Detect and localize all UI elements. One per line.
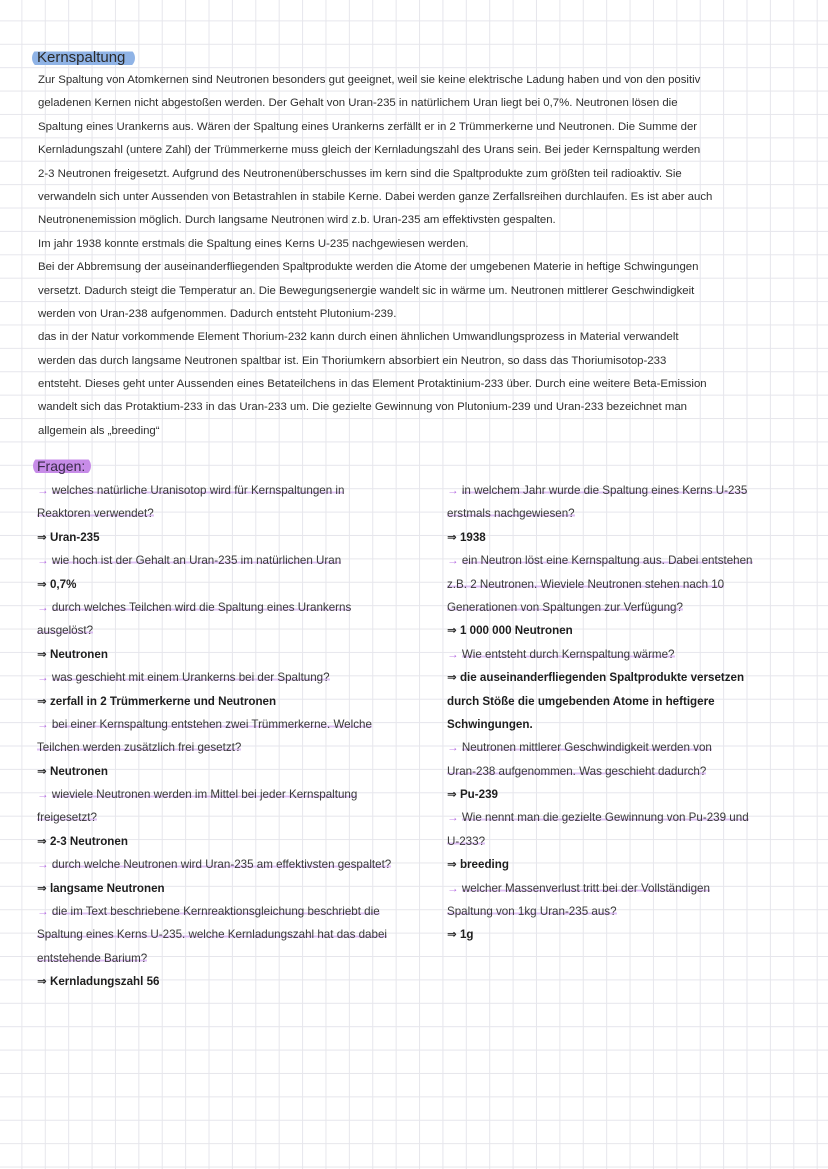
answer-text: 2-3 Neutronen <box>49 834 128 848</box>
question-text: Uran-238 aufgenommen. Was geschieht dadurch? <box>447 764 707 778</box>
question-text: Reaktoren verwendet? <box>37 507 154 521</box>
question-line <box>447 596 817 619</box>
question-text: die im Text beschriebene Kernreaktionsgleichung beschriebt die <box>51 905 380 919</box>
double-arrow-icon: ⇒ <box>447 530 457 544</box>
arrow-icon: → <box>447 741 459 755</box>
question-text: was geschieht mit einem Urankerns bei der Spaltung? <box>51 671 330 685</box>
question-line <box>37 713 437 736</box>
answer-line <box>447 526 817 549</box>
arrow-icon: → <box>447 881 459 895</box>
body-line: Bei der Abbremsung der auseinanderfliegenden Spaltprodukte werden die Atome der umgebenen Materie in heftige Schwingungen <box>38 261 699 274</box>
body-line: wandelt sich das Protaktium-233 in das Uran-233 um. Die gezielte Gewinnung von Plutonium-239 und Uran-233 bezeichnet man <box>38 401 687 414</box>
arrow-icon: → <box>37 554 49 568</box>
double-arrow-icon: ⇒ <box>37 975 47 989</box>
question-text: freigesetzt? <box>37 811 97 825</box>
answer-text: 1g <box>459 928 474 942</box>
question-line <box>37 806 437 829</box>
body-line: werden das durch langsame Neutronen spaltbar ist. Ein Thoriumkern absorbiert ein Neutron, so dass das Thoriumisotop-233 <box>38 354 667 367</box>
question-text: welches natürliche Uranisotop wird für Kernspaltungen in <box>51 484 345 497</box>
question-text: ausgelöst? <box>37 624 94 638</box>
double-arrow-icon: ⇒ <box>447 671 457 685</box>
body-line: Zur Spaltung von Atomkernen sind Neutronen besonders gut geeignet, weil sie keine elektrische Ladung haben und von den positiv <box>38 74 701 86</box>
question-line <box>447 900 817 923</box>
body-line: das in der Natur vorkommende Element Thorium-232 kann durch einen ähnlichen Umwandlungsprozess in Material verwandelt <box>38 331 679 344</box>
arrow-icon: → <box>37 717 49 731</box>
question-line <box>447 479 817 502</box>
answer-text: Pu-239 <box>459 788 498 802</box>
question-text: Generationen von Spaltungen zur Verfügung? <box>447 600 683 614</box>
question-text: wie hoch ist der Gehalt an Uran-235 im natürlichen Uran <box>51 554 342 568</box>
arrow-icon: → <box>447 554 459 568</box>
questions-heading: Fragen: <box>33 456 91 476</box>
double-arrow-icon: ⇒ <box>37 764 47 778</box>
question-line <box>37 619 437 642</box>
double-arrow-icon: ⇒ <box>37 647 47 661</box>
answer-text: durch Stöße die umgebenden Atome in heftigere <box>447 694 715 708</box>
body-line: Im jahr 1938 konnte erstmals die Spaltung eines Kerns U-235 nachgewiesen werden. <box>38 237 469 250</box>
arrow-icon: → <box>37 671 49 685</box>
question-line <box>447 760 817 783</box>
arrow-icon: → <box>447 484 459 497</box>
question-text: Spaltung eines Kerns U-235. welche Kernladungszahl hat das dabei <box>37 928 387 942</box>
question-text: welcher Massenverlust tritt bei der Vollständigen <box>461 881 710 895</box>
answer-line <box>37 573 437 596</box>
arrow-icon: → <box>37 905 49 919</box>
question-line <box>447 736 817 759</box>
question-line <box>447 830 817 853</box>
question-line <box>37 923 437 946</box>
questions-right-column <box>447 479 817 947</box>
answer-text: langsame Neutronen <box>49 881 165 895</box>
double-arrow-icon: ⇒ <box>37 530 47 544</box>
question-text: entstehende Barium? <box>37 951 148 965</box>
question-line <box>37 900 437 923</box>
double-arrow-icon: ⇒ <box>447 928 457 942</box>
question-line <box>447 549 817 572</box>
arrow-icon: → <box>37 600 49 614</box>
question-text: wieviele Neutronen werden im Mittel bei jeder Kernspaltung <box>51 788 358 802</box>
answer-line <box>447 666 817 689</box>
question-text: Teilchen werden zusätzlich frei gesetzt? <box>37 741 242 755</box>
double-arrow-icon: ⇒ <box>37 881 47 895</box>
body-line: entsteht. Dieses geht unter Aussenden eines Betateilchens in das Element Protaktinium-233 über. Durch eine weitere Beta-Emission <box>38 378 707 391</box>
answer-text: Uran-235 <box>49 530 100 544</box>
double-arrow-icon: ⇒ <box>37 834 47 848</box>
question-line <box>37 596 437 619</box>
double-arrow-icon: ⇒ <box>37 577 47 591</box>
question-line <box>37 783 437 806</box>
question-line <box>447 573 817 596</box>
answer-line <box>37 526 437 549</box>
question-line <box>37 666 437 689</box>
question-text: durch welche Neutronen wird Uran-235 am effektivsten gespaltet? <box>51 858 392 872</box>
answer-text: Kernladungszahl 56 <box>49 975 160 989</box>
body-line: Spaltung eines Urankerns aus. Wären der Spaltung eines Urankerns zerfällt er in 2 Trümmerkerne und Neutronen. Die Summe der <box>38 120 698 133</box>
double-arrow-icon: ⇒ <box>447 788 457 802</box>
question-line <box>37 479 437 502</box>
answer-text: 0,7% <box>49 577 77 591</box>
body-line: geladenen Kernen nicht abgestoßen werden. Der Gehalt von Uran-235 in natürlichem Uran liegt bei 0,7%. Neutronen lösen die <box>38 97 678 110</box>
body-line: verwandeln sich unter Aussenden von Betastrahlen in stabile Kerne. Dabei werden ganze Zerfallsreihen durchlaufen. Es ist aber auch <box>38 190 713 203</box>
question-line <box>37 549 437 572</box>
answer-line <box>447 690 817 713</box>
question-text: in welchem Jahr wurde die Spaltung eines Kerns U-235 <box>461 484 748 497</box>
answer-line <box>37 970 437 993</box>
answer-line <box>37 877 437 900</box>
answer-text: Schwingungen. <box>447 717 533 731</box>
question-line <box>37 947 437 970</box>
answer-text: die auseinanderfliegenden Spaltprodukte versetzen <box>459 671 745 685</box>
arrow-icon: → <box>447 811 459 825</box>
question-text: ein Neutron löst eine Kernspaltung aus. Dabei entstehen <box>461 554 753 568</box>
question-text: U-233? <box>447 834 486 848</box>
body-line: Kernladungszahl (untere Zahl) der Trümmerkerne muss gleich der Kernladungszahl des Urans sein. Bei jeder Kernspaltung werden <box>38 144 701 157</box>
answer-line <box>447 783 817 806</box>
answer-text: 1 000 000 Neutronen <box>459 624 573 638</box>
answer-text: 1938 <box>459 530 486 544</box>
question-line <box>37 502 437 525</box>
question-text: z.B. 2 Neutronen. Wieviele Neutronen stehen nach 10 <box>447 577 725 591</box>
answer-line <box>447 923 817 946</box>
answer-text: Neutronen <box>49 764 108 778</box>
arrow-icon: → <box>37 858 49 872</box>
answer-line <box>447 619 817 642</box>
body-text <box>38 69 798 443</box>
questions-left-column <box>37 479 437 994</box>
body-line: werden von Uran-238 aufgenommen. Dadurch entsteht Plutonium-239. <box>38 307 397 320</box>
body-line: versetzt. Dadurch steigt die Temperatur an. Die Bewegungsenergie wandelt sic in wärme um. Neutronen mittlerer Geschwindigkeit <box>38 284 695 297</box>
double-arrow-icon: ⇒ <box>37 694 47 708</box>
arrow-icon: → <box>37 484 49 497</box>
answer-line <box>37 690 437 713</box>
answer-text: Neutronen <box>49 647 108 661</box>
body-line: 2-3 Neutronen freigesetzt. Aufgrund des Neutronenüberschusses im kern sind die Spaltprodukte zum größten teil radioaktiv. Sie <box>38 167 682 180</box>
answer-text: zerfall in 2 Trümmerkerne und Neutronen <box>49 694 277 708</box>
question-text: Wie entsteht durch Kernspaltung wärme? <box>461 647 675 661</box>
answer-line <box>447 853 817 876</box>
answer-line <box>37 760 437 783</box>
question-text: erstmals nachgewiesen? <box>447 507 575 521</box>
double-arrow-icon: ⇒ <box>447 858 457 872</box>
question-line <box>447 643 817 666</box>
question-text: bei einer Kernspaltung entstehen zwei Trümmerkerne. Welche <box>51 717 372 731</box>
question-text: Wie nennt man die gezielte Gewinnung von Pu-239 und <box>461 811 749 825</box>
question-line <box>37 736 437 759</box>
arrow-icon: → <box>37 788 49 802</box>
body-line: Neutronenemission möglich. Durch langsame Neutronen wird z.b. Uran-235 am effektivsten gespalten. <box>38 214 556 227</box>
question-line <box>447 877 817 900</box>
question-line <box>447 806 817 829</box>
question-text: Neutronen mittlerer Geschwindigkeit werden von <box>461 741 712 755</box>
answer-text: breeding <box>459 858 509 872</box>
double-arrow-icon: ⇒ <box>447 624 457 638</box>
question-line <box>37 853 437 876</box>
answer-line <box>447 713 817 736</box>
answer-line <box>37 643 437 666</box>
page-title: Kernspaltung <box>32 48 135 68</box>
question-text: Spaltung von 1kg Uran-235 aus? <box>447 905 617 919</box>
body-line: allgemein als „breeding“ <box>38 424 160 437</box>
arrow-icon: → <box>447 647 459 661</box>
question-line <box>447 502 817 525</box>
question-text: durch welches Teilchen wird die Spaltung eines Urankerns <box>51 600 352 614</box>
answer-line <box>37 830 437 853</box>
